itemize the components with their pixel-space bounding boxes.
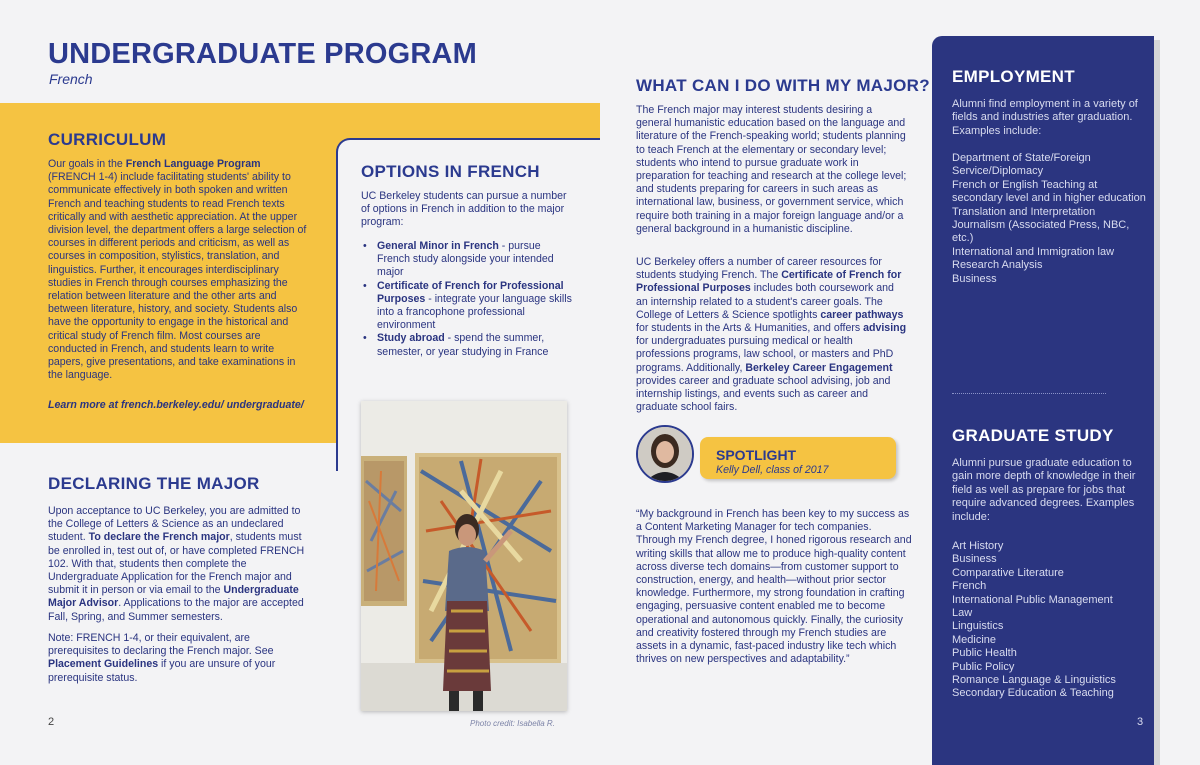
list-item: French [952, 580, 987, 593]
major-paragraph: The French major may interest students desiring a general humanistic education based on the language and literature of the French-speaking world; students planning to teach French at the elementary or secondary level; students who intend to pursue graduate work in preparation for teaching and research at the college level; and students preparing for careers in such areas as international law, business, or government service, which require both training in a major foreign language and/or a general background in a humanistic discipline. [636, 104, 907, 235]
spotlight-heading: SPOTLIGHT [716, 447, 797, 463]
list-item: Research Analysis [952, 259, 1043, 272]
list-item: Public Health [952, 647, 1017, 660]
curriculum-paragraph: Our goals in the French Language Program (FRENCH 1-4) include facilitating students' ability to communicate effectively in both spoken and written French and teaching students to read French texts critically and with aesthetic appreciation. At the upper division level, the department offers a large selection of courses in different periods and criticism, as well as courses in composition, stylistics, translation, and linguistics. Further, it encourages interdisciplinary studies in French through courses emphasizing the relation between literature and the other arts and between literature, history, and society. Students also have the opportunity to engage in the historical and critical study of French film. Most courses are conducted in French, and students learn to write papers, give presentations, and take examinations in the language. [48, 158, 307, 382]
page-subtitle: French [49, 71, 93, 87]
list-item: Comparative Literature [952, 566, 1064, 579]
graduate-intro: Alumni pursue graduate education to gain more depth of knowledge in their field as well as prepare for jobs that require advanced degrees. Examples include: [952, 457, 1136, 523]
list-item: Law [952, 607, 973, 620]
spotlight-name: Kelly Dell, class of 2017 [716, 464, 829, 476]
major-heading: WHAT CAN I DO WITH MY MAJOR? [636, 76, 930, 95]
employment-list [952, 152, 1148, 286]
list-item: Medicine [952, 633, 997, 646]
spotlight-quote: “My background in French has been key to my success as a Content Marketing Manager for tech companies. Through my French degree, I honed rigorous research and writing skills that allow me to produce high-quality content across diverse tech domains—from customer support to construction, energy, and health—without prior sector knowledge. Furthermore, my strong foundation in crafting engaging, persuasive content enabled me to become operational and autonomous quickly. Finally, the curiosity and creativity fostered through my French studies are assets in a dynamic, fast-paced industry like tech which thrives on new perspectives and adaptability.” [636, 508, 912, 666]
list-item: Journalism (Associated Press, NBC, etc.) [952, 219, 1130, 245]
list-item: International and Immigration law [952, 245, 1115, 258]
page-number-left: 2 [48, 716, 55, 728]
options-heading: OPTIONS IN FRENCH [361, 162, 540, 181]
page-number-right: 3 [1137, 716, 1144, 728]
list-item: International Public Management [952, 593, 1113, 606]
career-resources-paragraph: UC Berkeley offers a number of career resources for students studying French. The Certificate of French for Professional Purposes includes both coursework and an internship related to a student's career goals. The College of Letters & Science spotlights career pathways for students in the Arts & Humanities, and offers advising for undergraduates pursuing medical or health professions programs, law school, or masters and PhD programs. Additionally, Berkeley Career Engagement provides career and graduate school advising, job and internship listings, and events such as career and graduate school fairs. [636, 256, 907, 414]
graduate-heading: GRADUATE STUDY [952, 426, 1114, 445]
list-item: Secondary Education & Teaching [952, 687, 1114, 700]
declaring-heading: DECLARING THE MAJOR [48, 474, 260, 493]
employment-intro: Alumni find employment in a variety of fields and industries after graduation. Examples include: [952, 98, 1138, 137]
option-item: • Study abroad - spend the summer, semester, or year studying in France [361, 332, 573, 358]
list-item: Translation and Interpretation [952, 205, 1096, 218]
page-title: UNDERGRADUATE PROGRAM [48, 38, 477, 70]
list-item: Public Policy [952, 660, 1015, 673]
option-item: • Certificate of French for Professional Purposes - integrate your language skills into a francophone professional environment [361, 280, 573, 333]
curriculum-heading: CURRICULUM [48, 130, 167, 149]
declaring-note: Note: FRENCH 1-4, or their equivalent, are prerequisites to declaring the French major. See Placement Guidelines if you are unsure of your prerequisite status. [48, 632, 276, 684]
photo-illustration [361, 401, 567, 711]
photo-credit: Photo credit: Isabella R. [470, 719, 555, 728]
panel-shadow [1154, 40, 1160, 765]
curriculum-link[interactable]: Learn more at french.berkeley.edu/ undergraduate/ [48, 399, 304, 411]
avatar-portrait [638, 427, 692, 481]
panel-divider [952, 393, 1106, 394]
list-item: French or English Teaching at secondary level and in higher education [952, 178, 1146, 205]
avatar [636, 425, 694, 483]
list-item: Art History [952, 540, 1004, 552]
option-item: • General Minor in French - pursue French study alongside your intended major [361, 240, 573, 280]
declaring-paragraph: Upon acceptance to UC Berkeley, you are admitted to the College of Letters & Science as an undeclared student. To declare the French major, students must be enrolled in, test out of, or have completed FRENCH 102. With that, students then complete the Undergraduate Application for the French major and submit it in person or via email to the Undergraduate Major Advisor. Applications to the major are accepted Fall, Spring, and Summer semesters. [48, 505, 305, 623]
graduate-list [952, 540, 1148, 701]
list-item: Linguistics [952, 620, 1004, 633]
student-artwork-photo [361, 401, 567, 711]
options-list [361, 240, 573, 359]
list-item: Department of State/Foreign Service/Diplomacy [952, 152, 1091, 178]
list-item: Business [952, 272, 997, 285]
list-item: Romance Language & Linguistics [952, 674, 1116, 687]
list-item: Business [952, 553, 997, 566]
options-intro: UC Berkeley students can pursue a number of options in French in addition to the major program: [361, 190, 567, 229]
employment-heading: EMPLOYMENT [952, 67, 1075, 86]
